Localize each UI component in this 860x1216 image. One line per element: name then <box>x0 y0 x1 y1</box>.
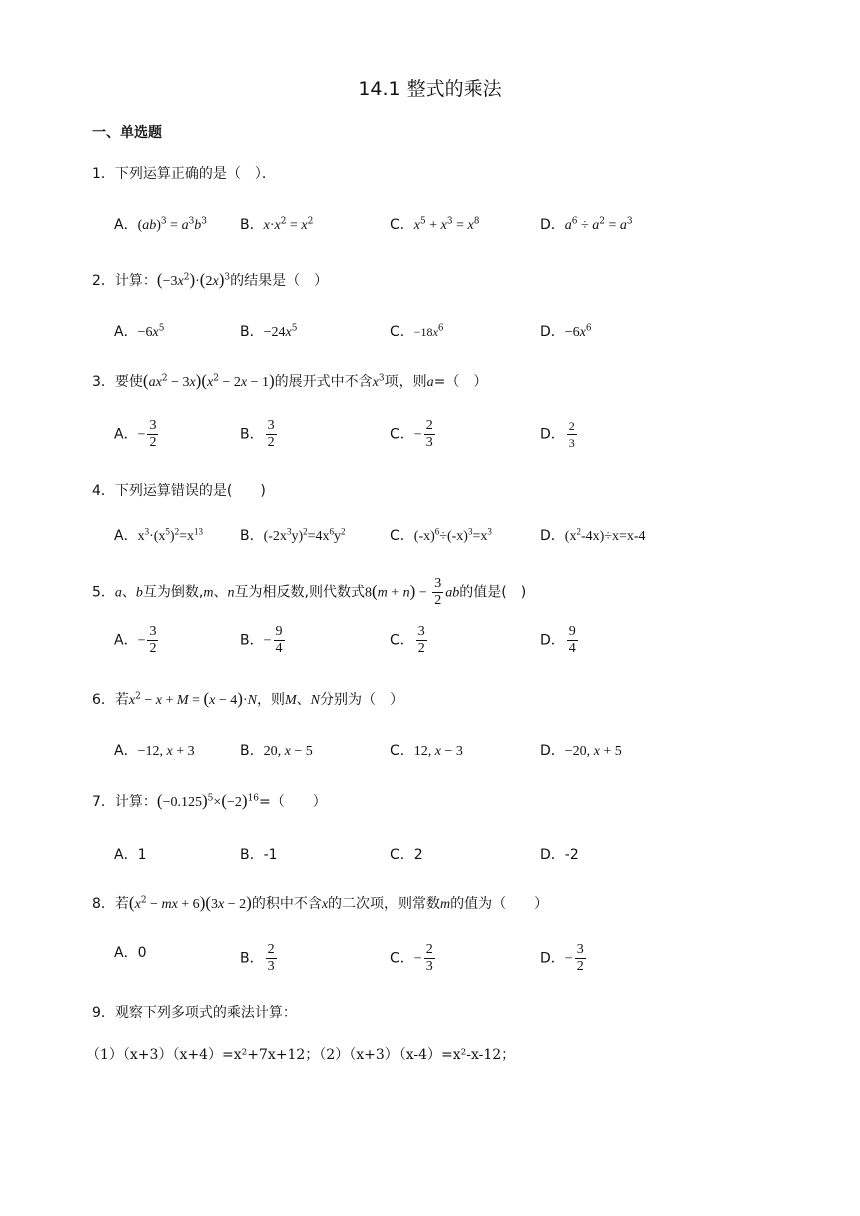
option-c[interactable]: C．− $\frac{2}{3}$ <box>390 942 433 974</box>
option-c[interactable]: C． $\frac{3}{2}$ <box>390 624 425 656</box>
option-a[interactable]: A．−12, x + 3 <box>114 743 195 759</box>
option-b[interactable]: B． $\frac{3}{2}$ <box>240 418 275 450</box>
question-9-example: （1）（x+3）（x+4）=x²+7x+12；（2）（x+3）（x-4）=x²-x-12； <box>86 1047 516 1063</box>
option-c[interactable]: C．$-18x^6$ <box>390 323 444 340</box>
option-a[interactable]: A．$-6x^5$ <box>114 323 165 340</box>
option-b[interactable]: B．$x\cdot x^2 = x^2$ <box>240 216 314 233</box>
option-d[interactable]: D． $\frac{9}{4}$ <box>540 624 576 656</box>
option-b[interactable]: B．− $\frac{9}{4}$ <box>240 624 283 656</box>
option-d[interactable]: D．− $\frac{3}{2}$ <box>540 942 584 974</box>
option-d[interactable]: D． $\frac{2}{3}$ <box>540 419 575 450</box>
question-5: 5．a、b互为倒数,m、n互为相反数,则代数式8(m + n) − $\frac{3}{2}$ ab的值是( ) <box>92 576 527 608</box>
option-b[interactable]: B．$-24x^5$ <box>240 323 298 340</box>
option-a[interactable]: A．1 <box>114 847 147 863</box>
question-3: 3．要使$(ax^2 - 3x)(x^2 - 2x - 1)$的展开式中不含$x^3$项，则a=（ ） <box>92 371 488 390</box>
question-2: 2．计算：$(-3x^2)\cdot(2x)^3$的结果是（ ） <box>92 270 329 289</box>
option-c[interactable]: C．2 <box>390 847 423 863</box>
option-d[interactable]: D．$-6x^6$ <box>540 323 592 340</box>
option-a[interactable]: A．− $\frac{3}{2}$ <box>114 418 157 450</box>
option-d[interactable]: D．$a^6 \div a^2 = a^3$ <box>540 216 633 233</box>
option-b[interactable]: B． $\frac{2}{3}$ <box>240 942 275 974</box>
page-title: 14.1 整式的乘法 <box>358 78 502 100</box>
option-b[interactable]: B．$(-2x^3y)^2=4x^6y^2$ <box>240 526 346 544</box>
question-8: 8．若($x^2$ − mx + 6)(3x − 2)的积中不含x的二次项，则常数m的值为（ ） <box>92 893 549 912</box>
option-a[interactable]: A．0 <box>114 945 147 961</box>
option-d[interactable]: D．$(x^2-4x)\div x=x-4$ <box>540 526 646 544</box>
option-d[interactable]: D．-2 <box>540 847 579 863</box>
option-a[interactable]: A．$x^3\cdot(x^5)^2=x^{13}$ <box>114 526 203 544</box>
question-4: 4．下列运算错误的是( ) <box>92 483 266 499</box>
option-d[interactable]: D．−20, x + 5 <box>540 743 622 759</box>
option-b[interactable]: B．-1 <box>240 847 278 863</box>
option-a[interactable]: A．− $\frac{3}{2}$ <box>114 624 157 656</box>
question-6: 6．若$x^2 - x + M = (x - 4)\cdot N$，则M、N分别为（ ） <box>92 689 404 708</box>
option-c[interactable]: C．12, x − 3 <box>390 743 463 759</box>
option-b[interactable]: B．20, x − 5 <box>240 743 313 759</box>
question-7: 7．计算：$(-0.125)^5\times(-2)^{16}=$（ ） <box>92 791 327 810</box>
option-a[interactable]: A．$(ab)^3 = a^3b^3$ <box>114 216 208 233</box>
option-c[interactable]: C．$x^5 + x^3 = x^8$ <box>390 216 480 233</box>
section-heading: 一、单选题 <box>92 125 162 141</box>
option-c[interactable]: C．− $\frac{2}{3}$ <box>390 418 433 450</box>
question-9: 9．观察下列多项式的乘法计算： <box>92 1005 297 1021</box>
question-1: 1．下列运算正确的是（ ）． <box>92 166 276 182</box>
option-c[interactable]: C．$(-x)^6\div(-x)^3=x^3$ <box>390 526 492 544</box>
